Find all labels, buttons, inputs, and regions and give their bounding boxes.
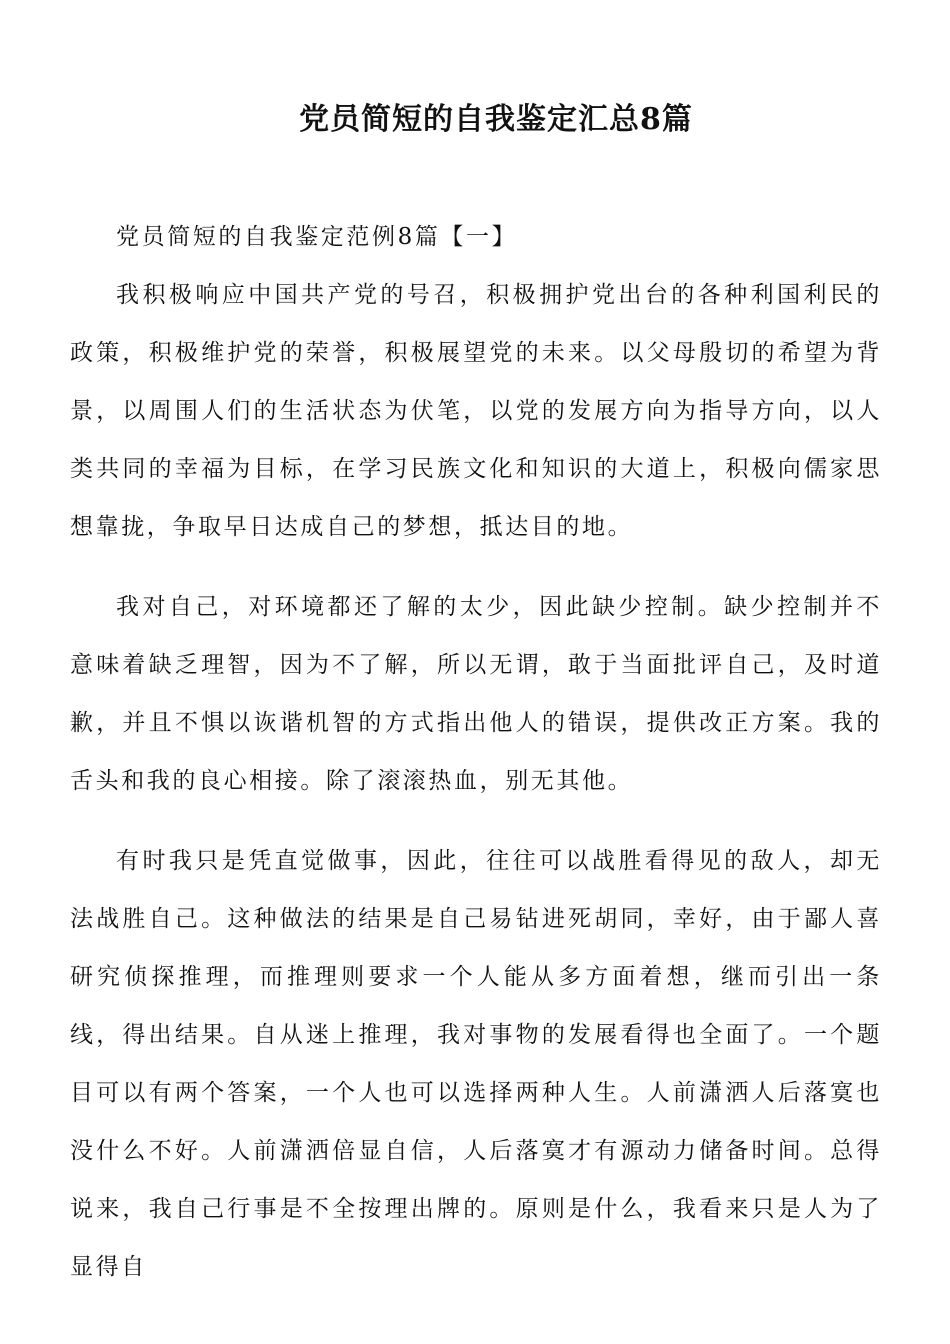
document-body xyxy=(70,208,882,1296)
document-page xyxy=(70,92,882,1318)
body-paragraph-3: 有时我只是凭直觉做事，因此，往往可以战胜看得见的敌人，却无法战胜自己。这种做法的结果是自己易钻进死胡同，幸好，由于鄙人喜研究侦探推理，而推理则要求一个人能从多方面着想，继而引出一条线，得出结果。自从迷上推理，我对事物的发展看得也全面了。一个题目可以有两个答案，一个人也可以选择两种人生。人前潇洒人后落寞也没什么不好。人前潇洒倍显自信，人后落寞才有源动力储备时间。总得说来，我自己行事是不全按理出牌的。原则是什么，我看来只是人为了显得自 xyxy=(70,848,882,1280)
body-paragraph-2: 我对自己，对环境都还了解的太少，因此缺少控制。缺少控制并不意味着缺乏理智，因为不了解，所以无谓，敢于当面批评自己，及时道歉，并且不惧以诙谐机智的方式指出他人的错误，提供改正方案。我的舌头和我的良心相接。除了滚滚热血，别无其他。 xyxy=(70,594,882,794)
document-title: 党员简短的自我鉴定汇总8篇 xyxy=(299,102,693,137)
body-paragraph-1: 我积极响应中国共产党的号召，积极拥护党出台的各种利国利民的政策，积极维护党的荣誉，积极展望党的未来。以父母殷切的希望为背景，以周围人们的生活状态为伏笔，以党的发展方向为指导方向，以人类共同的幸福为目标，在学习民族文化和知识的大道上，积极向儒家思想靠拢，争取早日达成自己的梦想，抵达目的地。 xyxy=(70,282,882,540)
section-heading: 党员简短的自我鉴定范例8篇【一】 xyxy=(116,224,518,250)
